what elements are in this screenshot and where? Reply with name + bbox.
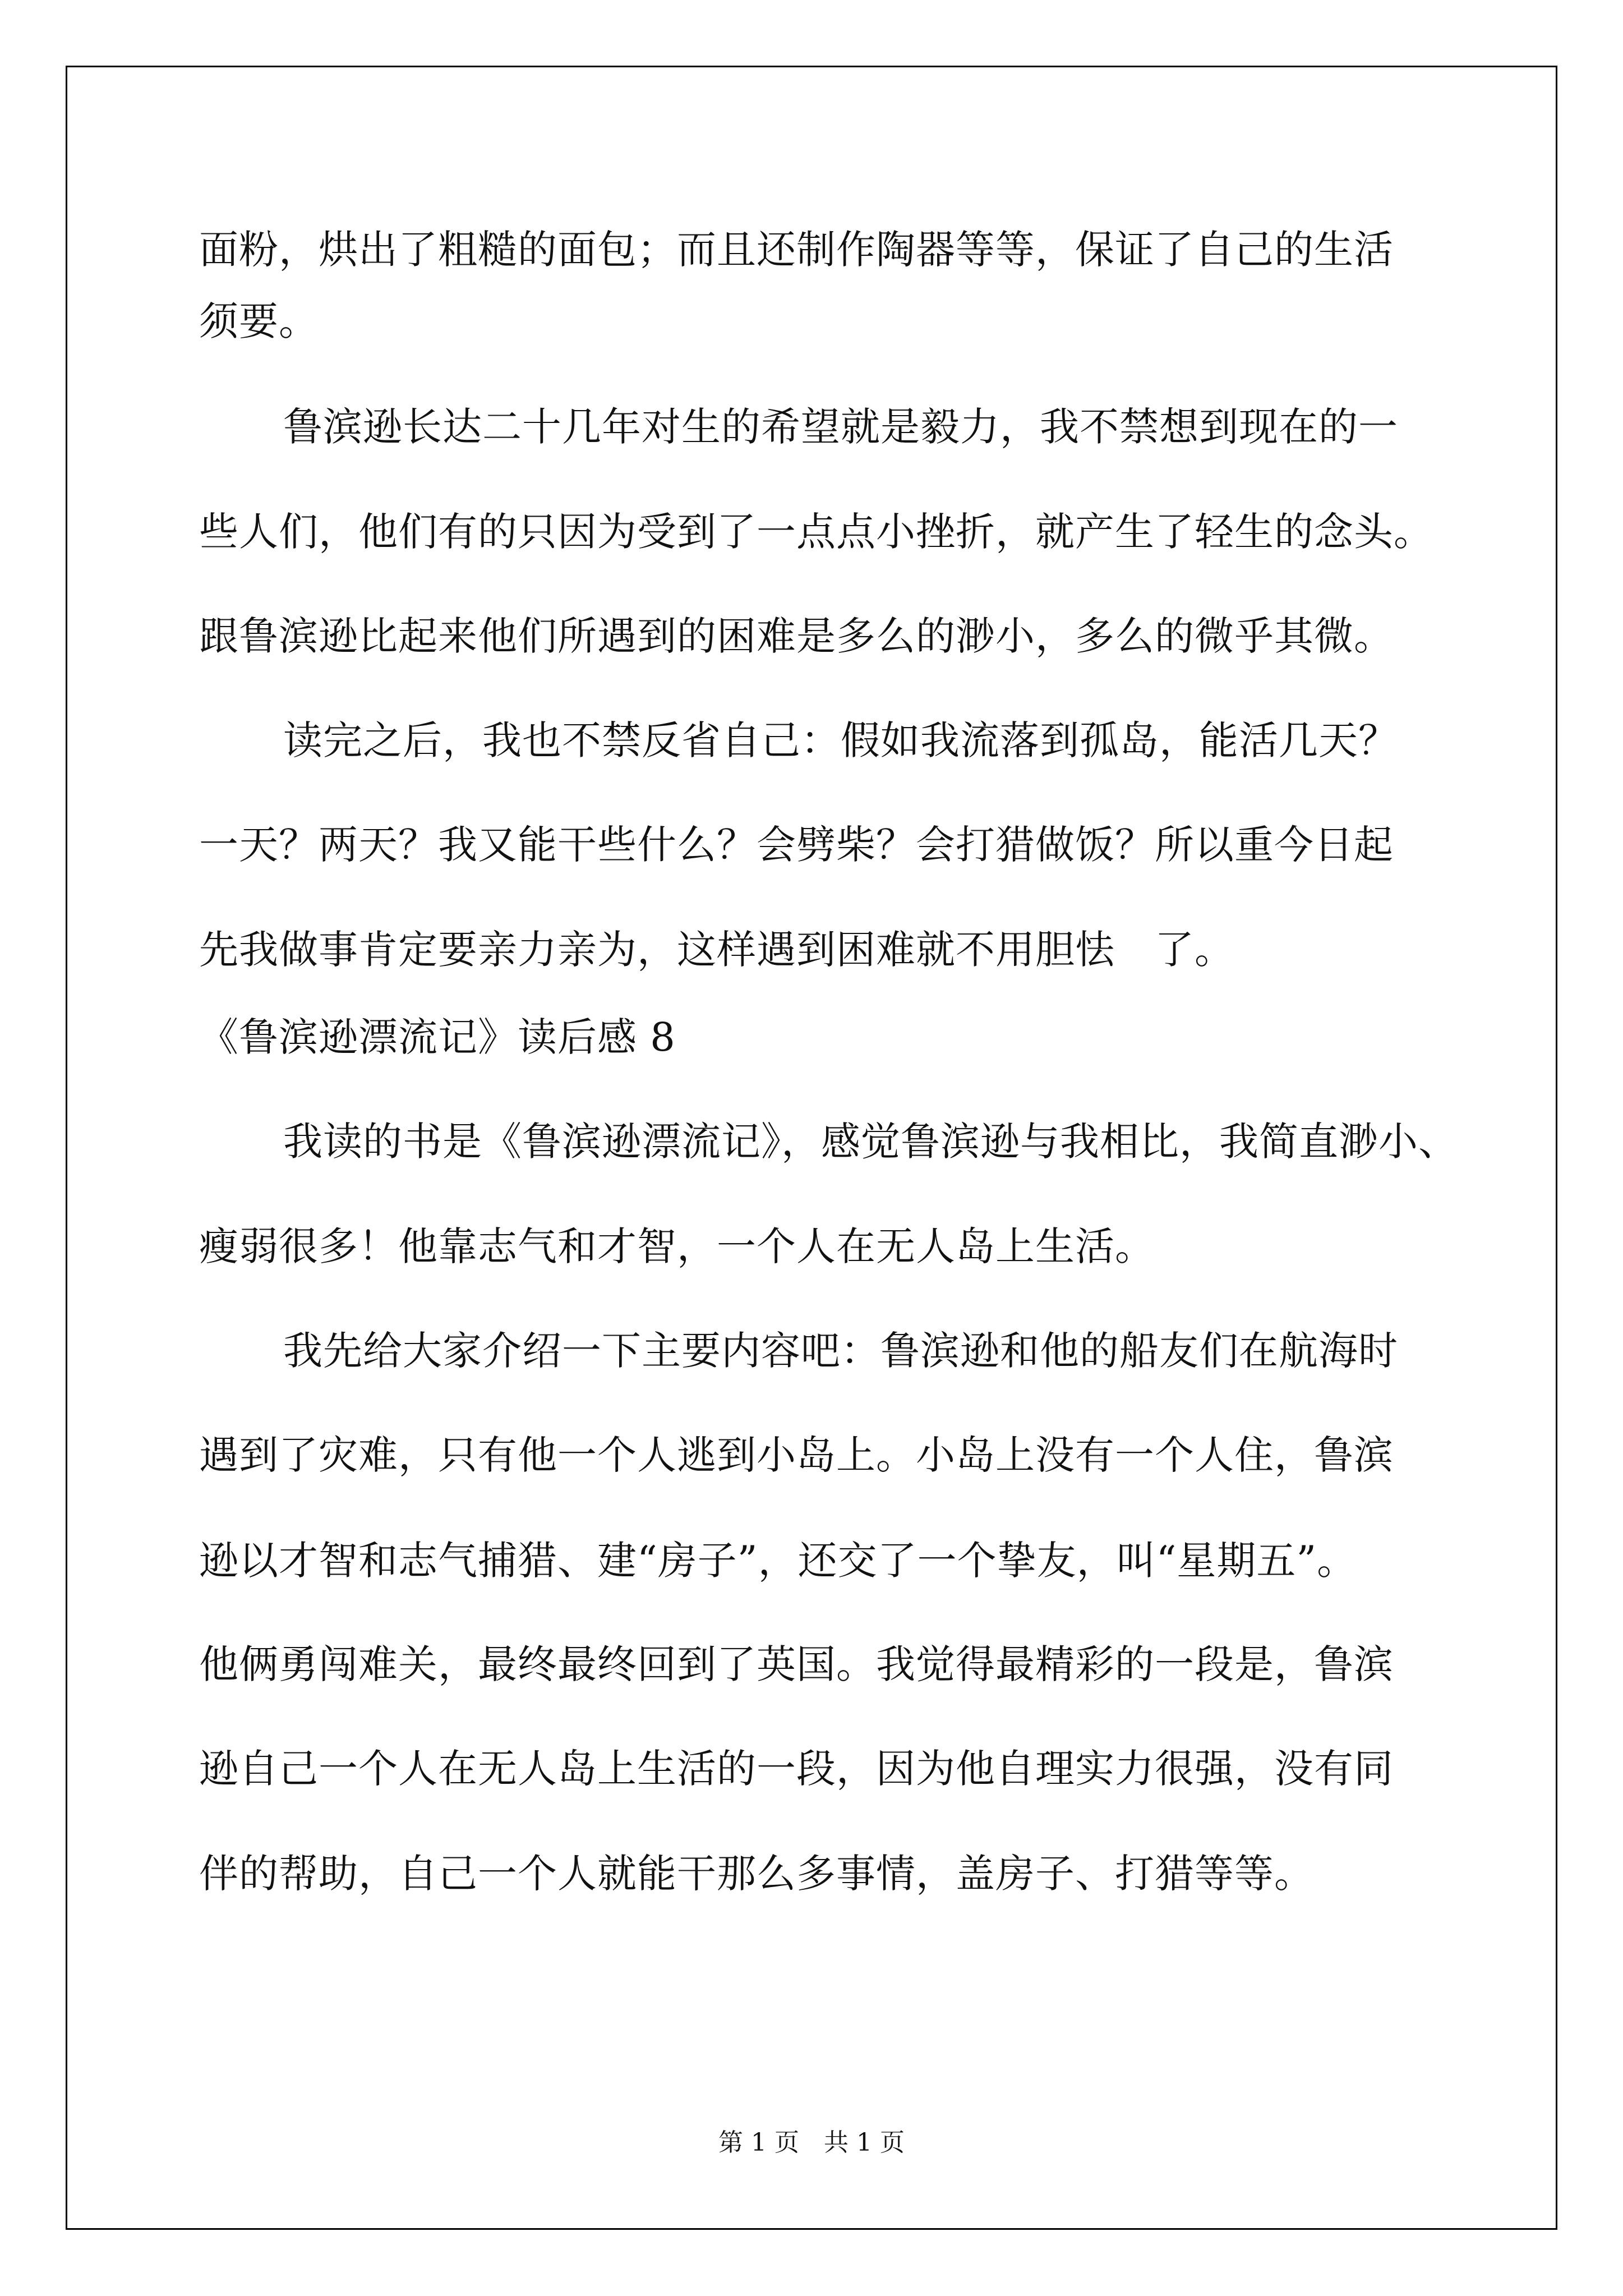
- paragraph-line: 伴的帮助，自己一个人就能干那么多事情，盖房子、打猎等等。: [199, 1851, 1314, 1897]
- paragraph-line: 面粉，烘出了粗糙的面包；而且还制作陶器等等，保证了自己的生活: [199, 227, 1394, 273]
- paragraph-line: 先我做事肯定要亲力亲为，这样遇到困难就不用胆怯 了。: [199, 927, 1234, 973]
- paragraph-line: 跟鲁滨逊比起来他们所遇到的困难是多么的渺小，多么的微乎其微。: [199, 613, 1394, 659]
- paragraph-line: 须要。: [199, 298, 319, 344]
- section-heading: 《鲁滨逊漂流记》读后感 8: [199, 1014, 676, 1060]
- paragraph-line: 些人们，他们有的只因为受到了一点点小挫折，就产生了轻生的念头。: [199, 509, 1433, 555]
- paragraph-line: 逊以才智和志气捕猎、建“房子”，还交了一个挚友，叫“星期五”。: [199, 1538, 1357, 1584]
- paragraph-line: 鲁滨逊长达二十几年对生的希望就是毅力，我不禁想到现在的一: [283, 404, 1398, 450]
- paragraph-line: 瘦弱很多！他靠志气和才智，一个人在无人岛上生活。: [199, 1223, 1155, 1269]
- paragraph-line: 他俩勇闯难关，最终最终回到了英国。我觉得最精彩的一段是，鲁滨: [199, 1641, 1394, 1687]
- page-number-footer: 第 1 页 共 1 页: [718, 2128, 905, 2157]
- paragraph-line: 遇到了灾难，只有他一个人逃到小岛上。小岛上没有一个人住，鲁滨: [199, 1432, 1394, 1478]
- paragraph-line: 我读的书是《鲁滨逊漂流记》，感觉鲁滨逊与我相比，我简直渺小、: [283, 1119, 1458, 1165]
- paragraph-line: 一天？两天？我又能干些什么？会劈柴？会打猎做饭？所以重今日起: [199, 822, 1394, 868]
- paragraph-line: 读完之后，我也不禁反省自己：假如我流落到孤岛，能活几天？: [283, 717, 1398, 763]
- paragraph-line: 我先给大家介绍一下主要内容吧：鲁滨逊和他的船友们在航海时: [283, 1328, 1398, 1374]
- paragraph-line: 逊自己一个人在无人岛上生活的一段，因为他自理实力很强，没有同: [199, 1746, 1394, 1792]
